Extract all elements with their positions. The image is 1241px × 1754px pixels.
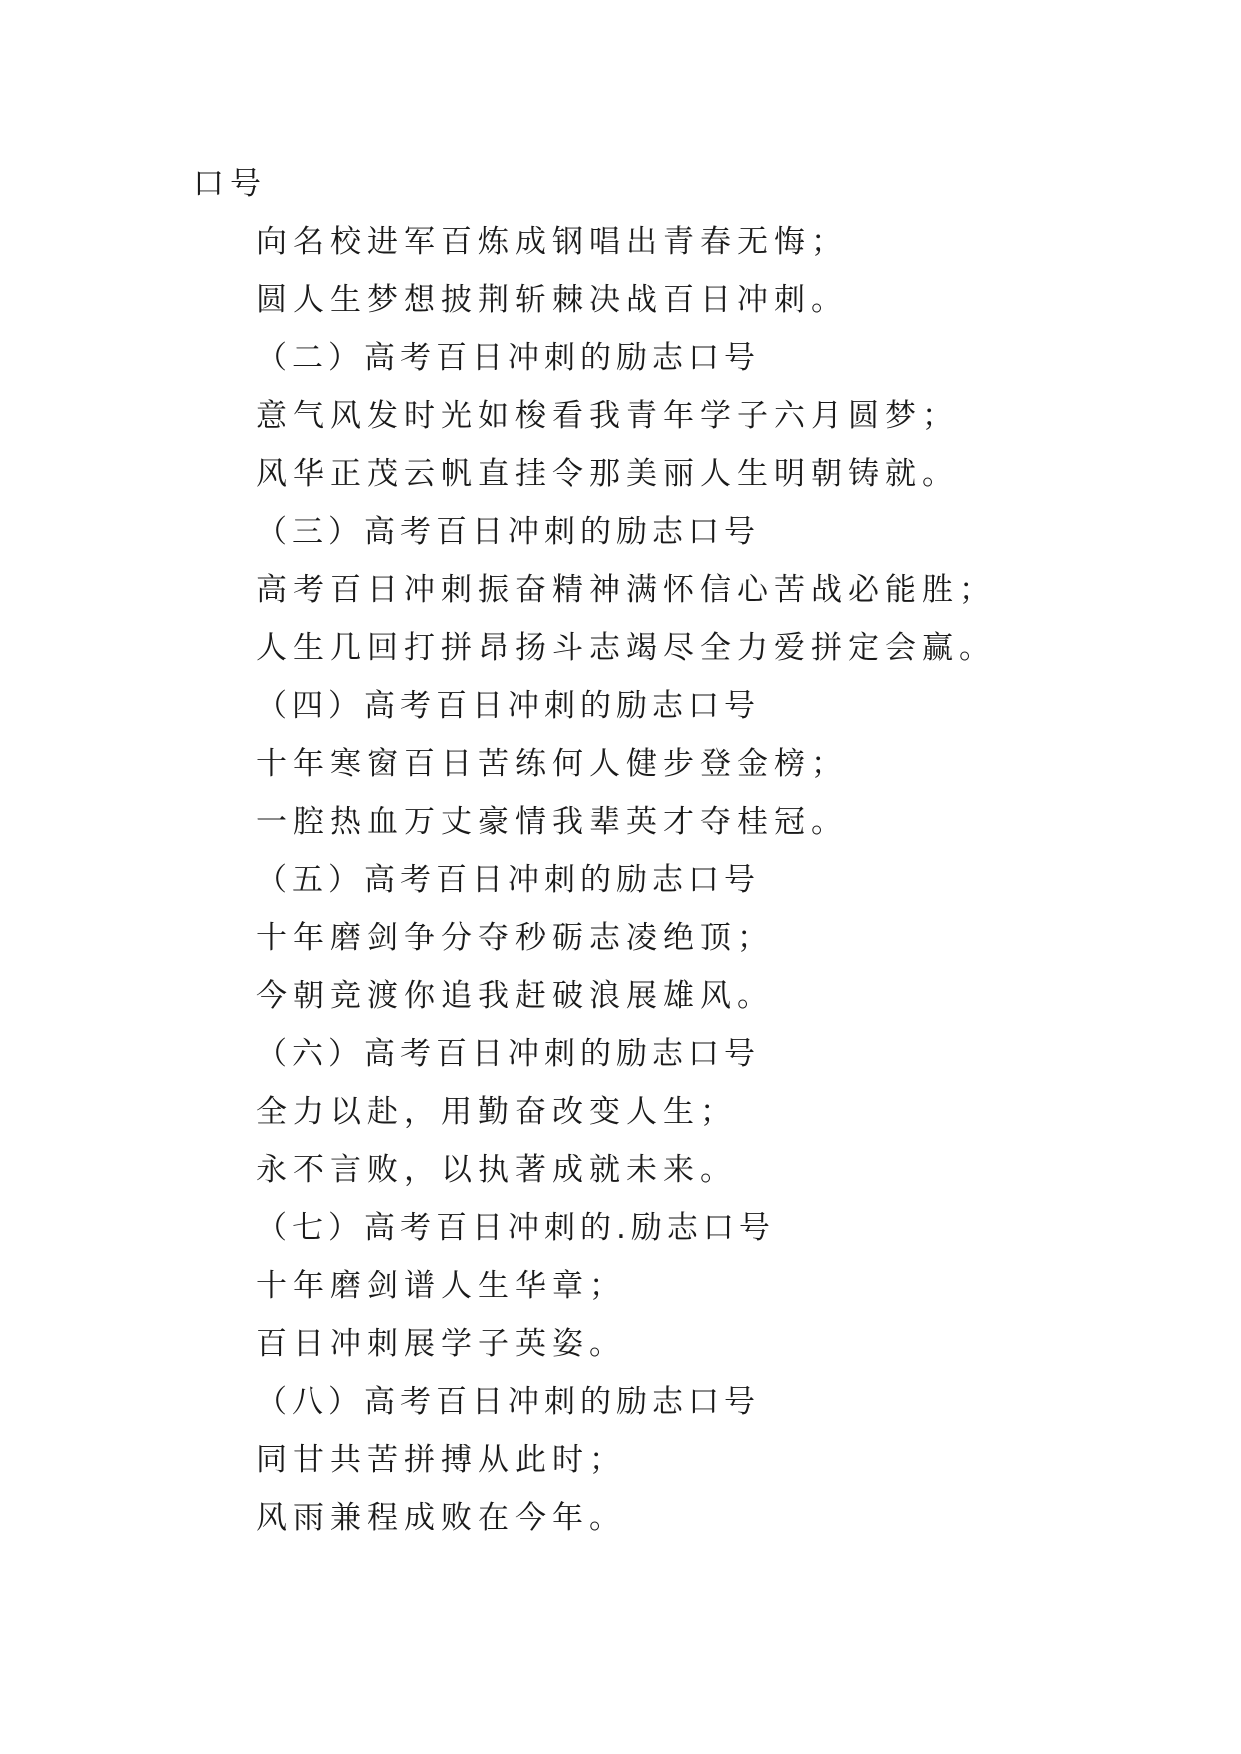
text-line: 人生几回打拼昂扬斗志竭尽全力爱拼定会赢。 <box>256 630 996 666</box>
text-line: 十年寒窗百日苦练何人健步登金榜； <box>256 746 848 782</box>
section-heading: （五）高考百日冲刺的励志口号 <box>256 862 760 898</box>
section-heading: （二）高考百日冲刺的励志口号 <box>256 340 760 376</box>
text-line: 百日冲刺展学子英姿。 <box>256 1326 626 1362</box>
text-line: 风华正茂云帆直挂令那美丽人生明朝铸就。 <box>256 456 959 492</box>
text-line: 十年磨剑争分夺秒砺志凌绝顶； <box>256 920 774 956</box>
section-heading: （八）高考百日冲刺的励志口号 <box>256 1384 760 1420</box>
text-line: 今朝竞渡你追我赶破浪展雄风。 <box>256 978 774 1014</box>
text-line: 一腔热血万丈豪情我辈英才夺桂冠。 <box>256 804 848 840</box>
text-line: 圆人生梦想披荆斩棘决战百日冲刺。 <box>256 282 848 318</box>
section-heading: （三）高考百日冲刺的励志口号 <box>256 514 760 550</box>
text-line: 全力以赴，用勤奋改变人生； <box>256 1094 737 1130</box>
text-line: 十年磨剑谱人生华章； <box>256 1268 626 1304</box>
text-line: 永不言败，以执著成就未来。 <box>256 1152 737 1188</box>
text-line: 向名校进军百炼成钢唱出青春无悔； <box>256 224 848 260</box>
text-line: 意气风发时光如梭看我青年学子六月圆梦； <box>256 398 959 434</box>
text-line: 风雨兼程成败在今年。 <box>256 1500 626 1536</box>
text-line: 口号 <box>193 166 267 202</box>
section-heading: （四）高考百日冲刺的励志口号 <box>256 688 760 724</box>
text-line: 同甘共苦拼搏从此时； <box>256 1442 626 1478</box>
section-heading: （七）高考百日冲刺的.励志口号 <box>256 1210 775 1246</box>
section-heading: （六）高考百日冲刺的励志口号 <box>256 1036 760 1072</box>
text-line: 高考百日冲刺振奋精神满怀信心苦战必能胜； <box>256 572 996 608</box>
